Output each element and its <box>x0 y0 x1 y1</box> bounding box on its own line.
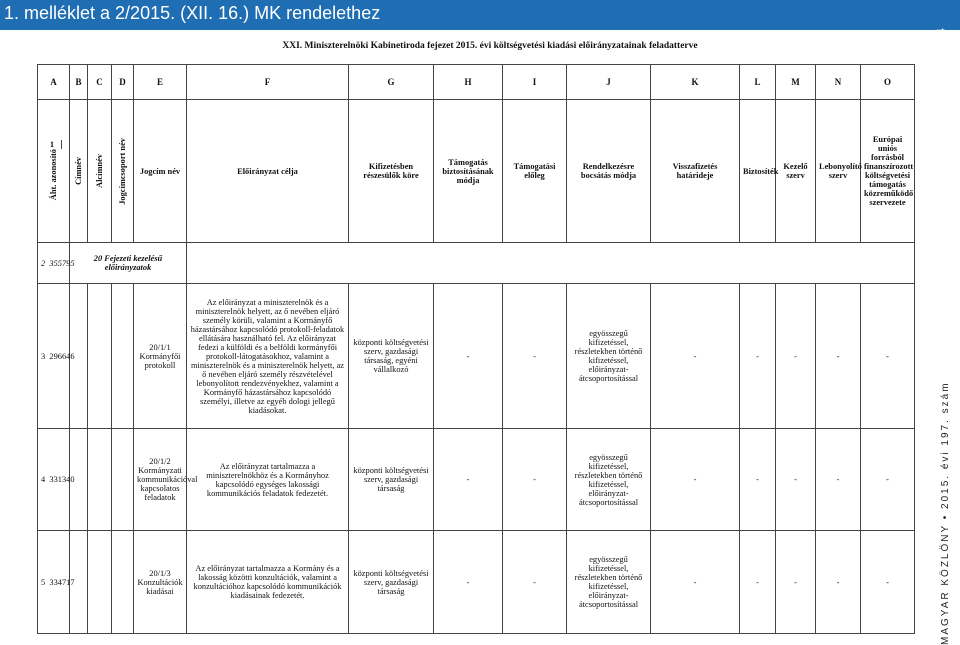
header-alcimnev: Alcímnév <box>95 154 104 188</box>
appropriation-name: 20/1/1 Kormányfői protokoll <box>134 284 187 429</box>
budget-table <box>37 64 915 634</box>
empty-cell <box>88 429 112 531</box>
guarantee: - <box>740 531 776 634</box>
empty-cell <box>112 429 134 531</box>
table-row <box>38 243 915 284</box>
row-number: 4 <box>41 475 46 484</box>
implementing-body: - <box>816 429 861 531</box>
header-cell-d <box>112 100 134 243</box>
appropriation-name: 20/1/3 Konzultációk kiadásai <box>134 531 187 634</box>
column-header-row <box>38 100 915 243</box>
empty-cell <box>112 531 134 634</box>
table-row <box>38 284 915 429</box>
row-number: 3 <box>41 351 46 361</box>
disbursement-mode: egyösszegű kifizetéssel, részletekben történő kifizetéssel, előirányzat-átcsoportosítással <box>567 284 651 429</box>
header-tamogatas-modja: Támogatás biztosításának módja <box>434 100 503 243</box>
row-id-cell <box>38 429 75 531</box>
row-id-cell <box>38 531 75 634</box>
header-kifizetesben-reszesulok: Kifizetésben részesülők köre <box>349 100 434 243</box>
header-kezelo-szerv: Kezelő szerv <box>776 100 816 243</box>
header-jogcim-nev: Jogcím név <box>134 100 187 243</box>
table-row <box>38 429 915 531</box>
empty-cell <box>88 531 112 634</box>
implementing-body: - <box>816 284 861 429</box>
column-letter: B <box>70 65 88 100</box>
page-header-title: 1. melléklet a 2/2015. (XII. 16.) MK rendelethez <box>4 3 381 23</box>
header-visszafizetes-hatarideje: Visszafizetés határideje <box>651 100 740 243</box>
row-number-header: 1 <box>43 140 62 149</box>
header-cell-c <box>88 100 112 243</box>
row-number: 5 <box>41 577 46 587</box>
table-row <box>38 531 915 634</box>
column-letter: O <box>861 65 915 100</box>
column-letter: G <box>349 65 434 100</box>
repayment-deadline: - <box>651 531 740 634</box>
support-mode: - <box>434 429 503 531</box>
column-letter: N <box>816 65 861 100</box>
advance-payment: - <box>503 284 567 429</box>
column-letter: E <box>134 65 187 100</box>
managing-body: - <box>776 429 816 531</box>
empty-cell <box>112 284 134 429</box>
support-mode: - <box>434 284 503 429</box>
recipients: központi költségvetési szerv, gazdasági társaság <box>349 531 434 634</box>
implementing-body: - <box>816 531 861 634</box>
gazette-side-label: MAGYAR KÖZLÖNY • 2015. évi 197. szám <box>940 381 951 645</box>
row-id-cell <box>38 243 75 284</box>
row-number: 2 <box>41 258 46 268</box>
document-title: XXI. Miniszterelnöki Kabinetiroda fejezet 2015. évi költségvetési kiadási előirányzatainak feladatterve <box>282 41 698 51</box>
row-id-cell <box>38 284 75 429</box>
disbursement-mode: egyösszegű kifizetéssel, részletekben történő kifizetéssel, előirányzat-átcsoportosítással <box>567 531 651 634</box>
column-letter: H <box>434 65 503 100</box>
aht-id: 334717 <box>49 577 75 587</box>
guarantee: - <box>740 284 776 429</box>
managing-body: - <box>776 531 816 634</box>
eu-organisation: - <box>861 531 915 634</box>
column-letter: M <box>776 65 816 100</box>
managing-body: - <box>776 284 816 429</box>
column-letter: K <box>651 65 740 100</box>
empty-cell <box>187 243 915 284</box>
aht-id: 296646 <box>49 351 75 361</box>
disbursement-mode: egyösszegű kifizetéssel, részletekben történő kifizetéssel, előirányzat-átcsoportosítással <box>567 429 651 531</box>
support-mode: - <box>434 531 503 634</box>
appropriation-purpose: Az előirányzat tartalmazza a miniszterelnökhöz és a Kormányhoz kapcsolódó egységes lakossági kommunikációs feladatok fedezetét. <box>187 429 349 531</box>
advance-payment: - <box>503 531 567 634</box>
column-letter: I <box>503 65 567 100</box>
column-letter: J <box>567 65 651 100</box>
repayment-deadline: - <box>651 284 740 429</box>
eu-organisation: - <box>861 284 915 429</box>
chapter-title: 20 Fejezeti kezelésű előirányzatok <box>70 243 187 284</box>
empty-cell <box>88 284 112 429</box>
eu-organisation: - <box>861 429 915 531</box>
header-tamogatasi-eloleg: Támogatási előleg <box>503 100 567 243</box>
header-rendelkezesre-bocsatas: Rendelkezésre bocsátás módja <box>567 100 651 243</box>
column-letter: C <box>88 65 112 100</box>
repayment-deadline: - <box>651 429 740 531</box>
aht-id: 355795 <box>49 258 75 268</box>
recipients: központi költségvetési szerv, gazdasági társaság, egyéni vállalkozó <box>349 284 434 429</box>
header-biztositek: Biztosíték <box>740 100 776 243</box>
guarantee: - <box>740 429 776 531</box>
page-number: 26304 <box>934 28 948 62</box>
appropriation-purpose: Az előirányzat a miniszterelnök és a miniszterelnök helyett, az ő nevében eljáró személy körüli, valamint a Kormányfő házastársához kapcsolódó protokoll-feladatok ellátására használható fel. Az előirányzat fedezi a külföldi és a belföldi kormányfői protokoll-látogatásokhoz, valamint a miniszterelnök és a miniszterelnök helyett, az ő nevében eljáró személy részvételével lebonyolított rendezvényekhez, valamint a Kormányfő házastársához kapcsolódó személyi, illetve az egyéb dologi jellegű kiadásokat. <box>187 284 349 429</box>
recipients: központi költségvetési szerv, gazdasági társaság <box>349 429 434 531</box>
header-aht-azonosito: Áht. azonosító <box>49 148 58 201</box>
column-letter: A <box>38 65 70 100</box>
row-number-header-cell <box>38 100 70 243</box>
header-lebonyolito-szerv: Lebonyolító szerv <box>816 100 861 243</box>
column-letter: D <box>112 65 134 100</box>
column-letter-row <box>38 65 915 100</box>
header-eloiranyzat-celja: Előirányzat célja <box>187 100 349 243</box>
header-cell-b <box>70 100 88 243</box>
column-letter: F <box>187 65 349 100</box>
advance-payment: - <box>503 429 567 531</box>
appropriation-name: 20/1/2 Kormányzati kommunikációval kapcsolatos feladatok <box>134 429 187 531</box>
appropriation-purpose: Az előirányzat tartalmazza a Kormány és a lakosság közötti konzultációk, valamint a konzultációhoz kapcsolódó kommunikációk kiadásainak fedezetét. <box>187 531 349 634</box>
header-jogcimcsoport-nev: Jogcímcsoport név <box>118 137 127 205</box>
header-eu-kozremukodo: Európai uniós forrásból finanszírozott költségvetési támogatás közreműködő szervezete <box>861 100 915 243</box>
column-letter: L <box>740 65 776 100</box>
aht-id: 331340 <box>49 475 75 484</box>
header-cimnev: Címnév <box>74 157 83 185</box>
